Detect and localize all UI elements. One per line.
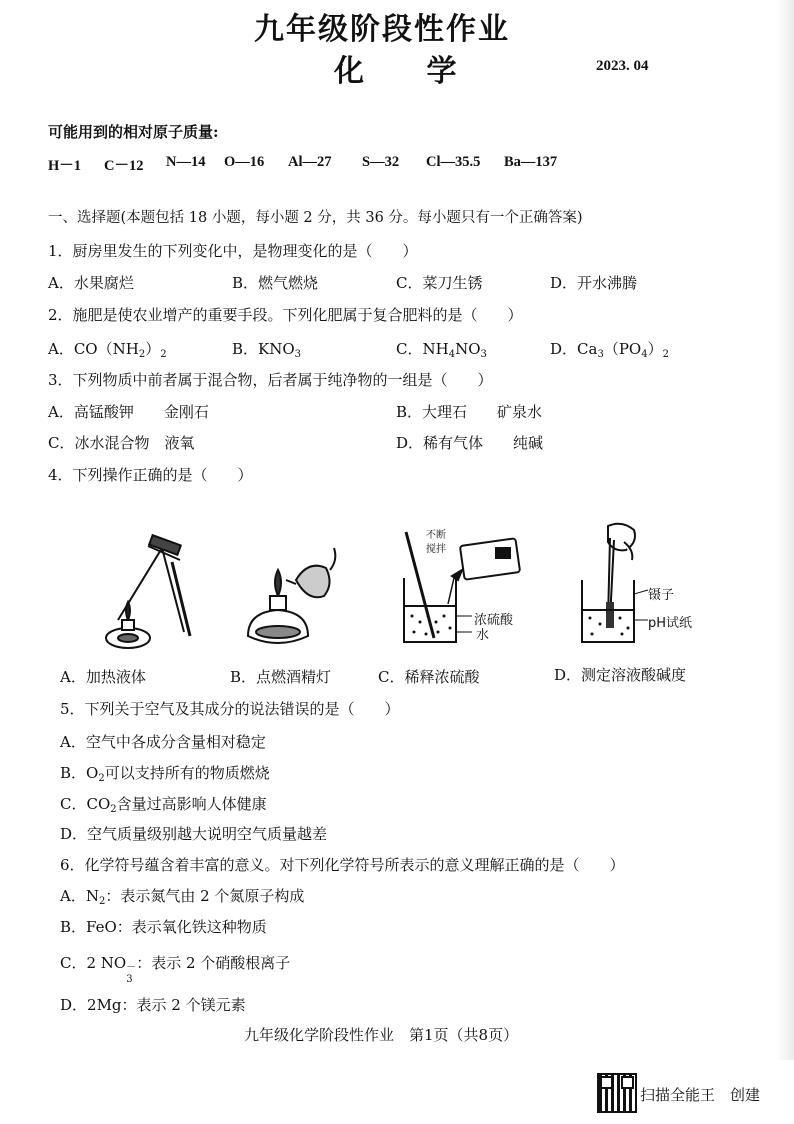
q4-c-label-stir-2: 搅拌 <box>426 544 446 555</box>
q4-stem: 4．下列操作正确的是（ ） <box>48 466 253 484</box>
q1-option-c: C．菜刀生锈 <box>396 274 483 292</box>
atomic-mass-h: H－1 <box>48 158 82 174</box>
q6-option-c <box>60 952 291 985</box>
date: 2023. 04 <box>596 58 649 74</box>
q5-c-sub: 2 <box>110 804 117 815</box>
q5-stem: 5．下列关于空气及其成分的说法错误的是（ ） <box>60 700 400 718</box>
q6-stem: 6．化学符号蕴含着丰富的意义。对下列化学符号所表示的意义理解正确的是（ ） <box>60 856 625 874</box>
q4-figure-c <box>396 522 536 662</box>
q4-c-label-stir-1: 不断 <box>426 530 446 541</box>
page-title: 九年级阶段性作业 <box>254 12 510 47</box>
q5-c-part: 含量过高影响人体健康 <box>116 795 267 813</box>
q4-option-b: B．点燃酒精灯 <box>230 668 332 686</box>
q3-option-b: B．大理石 矿泉水 <box>396 403 543 421</box>
q6-c-part: C．2 NO <box>60 954 127 972</box>
q3-stem: 3．下列物质中前者属于混合物，后者属于纯净物的一组是（ ） <box>48 371 493 389</box>
q2-c-part: NO <box>455 340 481 358</box>
scan-shadow <box>776 0 794 1060</box>
q2-d-part: D．Ca <box>550 340 598 358</box>
q6-option-b: B．FeO：表示氧化铁这种物质 <box>60 918 267 936</box>
q5-option-a: A．空气中各成分含量相对稳定 <box>60 733 266 751</box>
qr-code-icon <box>597 1073 637 1113</box>
q2-a-part: A．CO（NH <box>48 340 139 358</box>
q2-option-a <box>48 338 167 360</box>
q4-c-label-water: 水 <box>476 628 490 643</box>
q4-figure-b <box>238 540 348 660</box>
q6-a-sub: 2 <box>98 896 106 907</box>
q6-option-a <box>60 885 304 907</box>
q3-option-c: C．冰水混合物 液氧 <box>48 434 195 452</box>
q2-stem: 2．施肥是使农业增产的重要手段。下列化肥属于复合肥料的是（ ） <box>48 306 523 324</box>
q4-c-label-acid: 浓硫酸 <box>474 613 514 628</box>
q4-option-a: A．加热液体 <box>60 668 146 686</box>
q2-c-sub: 3 <box>480 349 487 360</box>
atomic-mass-label: 可能用到的相对原子质量: <box>48 123 219 141</box>
q4-d-label-ph-paper: pH试纸 <box>648 616 693 631</box>
q5-b-sub: 2 <box>98 773 105 784</box>
q2-b-sub: 3 <box>294 349 302 360</box>
q2-d-sub: 2 <box>662 349 669 360</box>
atomic-mass-cl: Cl—35.5 <box>426 154 481 170</box>
q5-b-part: 可以支持所有的物质燃烧 <box>104 764 270 782</box>
q5-b-part: B．O <box>60 764 99 782</box>
q6-a-part: ：表示氮气由 2 个氮原子构成 <box>105 887 305 905</box>
q1-option-d: D．开水沸腾 <box>550 274 638 292</box>
q2-d-part: （PO <box>603 340 642 358</box>
scanner-watermark: 扫描全能王 创建 <box>640 1086 761 1104</box>
q2-b-part: B．KNO <box>232 340 295 358</box>
q6-c-sub: 3 <box>126 974 133 985</box>
q4-option-d: D．测定溶液酸碱度 <box>554 666 687 684</box>
q2-d-sub: 4 <box>641 349 648 360</box>
q5-option-c <box>60 793 267 815</box>
q6-c-sup: － <box>126 962 137 973</box>
atomic-mass-al: Al—27 <box>288 154 332 170</box>
q2-a-part: ） <box>145 340 161 358</box>
q2-option-b <box>232 338 301 360</box>
page-footer: 九年级化学阶段性作业 第1页（共8页） <box>244 1026 519 1044</box>
q2-a-sub: 2 <box>160 349 167 360</box>
q6-a-part: A．N <box>60 887 99 905</box>
q6-option-d: D．2Mg：表示 2 个镁元素 <box>60 996 246 1014</box>
atomic-mass-s: S—32 <box>362 154 400 170</box>
q5-option-b <box>60 762 270 784</box>
subject-title: 化 学 <box>334 54 483 89</box>
q4-d-label-tweezers: 镊子 <box>648 588 675 603</box>
q2-c-part: C．NH <box>396 340 449 358</box>
q5-c-part: C．CO <box>60 795 111 813</box>
q2-option-c <box>396 338 487 360</box>
q4-option-c: C．稀释浓硫酸 <box>378 668 480 686</box>
atomic-mass-ba: Ba—137 <box>504 154 558 170</box>
atomic-mass-c: C－12 <box>104 158 144 174</box>
q1-option-b: B．燃气燃烧 <box>232 274 319 292</box>
q2-c-sub: 4 <box>448 349 456 360</box>
q5-option-d: D．空气质量级别越大说明空气质量越差 <box>60 825 328 843</box>
atomic-mass-n: N—14 <box>166 154 206 170</box>
q3-option-d: D．稀有气体 纯碱 <box>396 434 544 452</box>
atomic-mass-o: O—16 <box>224 154 265 170</box>
q6-c-part: ：表示 2 个硝酸根离子 <box>136 954 291 972</box>
q1-option-a: A．水果腐烂 <box>48 274 134 292</box>
q2-d-sub: 3 <box>597 349 604 360</box>
q2-d-part: ） <box>647 340 663 358</box>
q3-option-a: A．高锰酸钾 金刚石 <box>48 403 209 421</box>
q2-a-sub: 2 <box>138 349 146 360</box>
q4-figure-a <box>100 520 210 655</box>
q1-stem: 1．厨房里发生的下列变化中，是物理变化的是（ ） <box>48 242 418 260</box>
section-heading: 一、选择题(本题包括 18 小题，每小题 2 分，共 36 分。每小题只有一个正确答案) <box>48 210 583 226</box>
q2-option-d <box>550 338 669 360</box>
